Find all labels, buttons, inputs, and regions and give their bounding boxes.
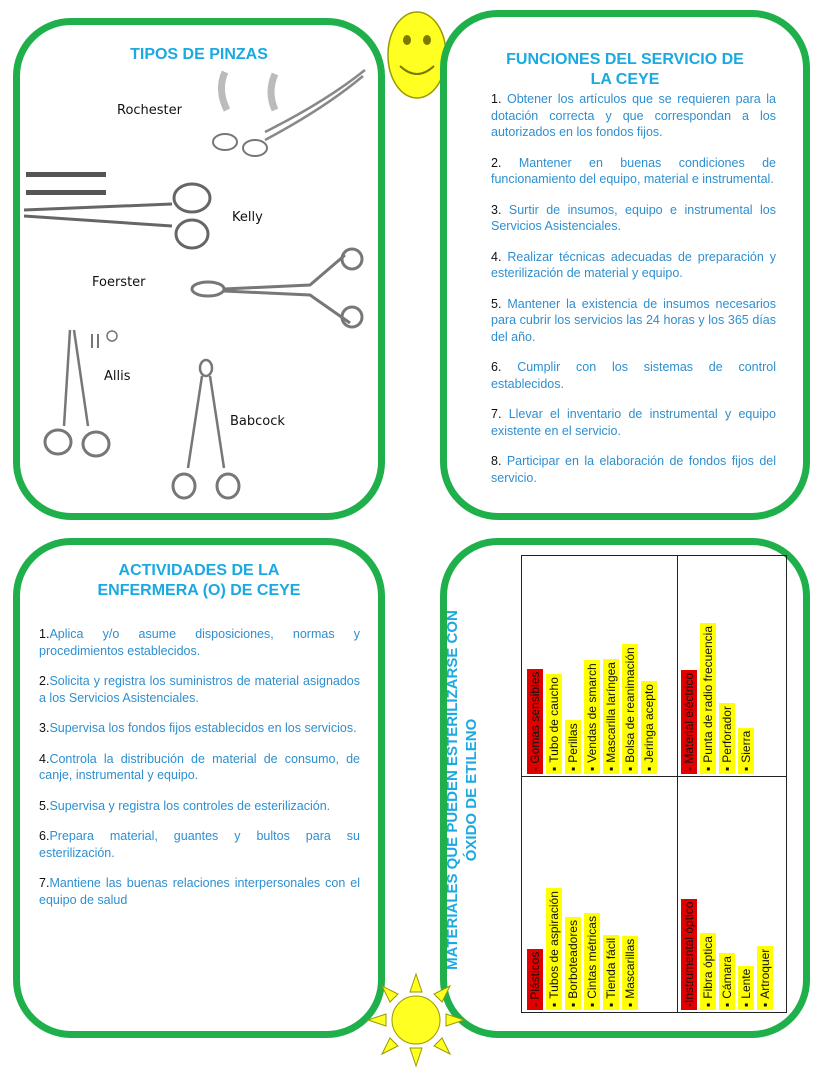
list-item xyxy=(39,626,360,659)
list-item xyxy=(491,296,776,346)
item-text: Obtener los artículos que se requieren para la dotación correcta y que correspondan a los autorizados en los fondos fijos. xyxy=(491,92,776,139)
list-item xyxy=(39,673,360,706)
material-text: Cámara xyxy=(720,956,734,999)
material-item xyxy=(738,968,754,1010)
material-item-label xyxy=(700,623,716,774)
material-item-label xyxy=(584,660,600,774)
material-text: Tienda fácil xyxy=(604,937,618,999)
rochester-forceps-image xyxy=(205,62,370,162)
material-item-label xyxy=(738,728,754,774)
list-item xyxy=(491,155,776,188)
list-item xyxy=(39,828,360,861)
kelly-forceps-image xyxy=(22,168,222,253)
materiales-title xyxy=(443,580,481,1000)
list-item xyxy=(491,91,776,141)
bullet-icon: ▪ xyxy=(584,763,600,771)
material-text: - Material eléctrico xyxy=(682,672,696,771)
list-item xyxy=(491,453,776,486)
material-item-label xyxy=(622,644,638,774)
item-text: Mantener en buenas condiciones de funcionamiento del equipo, material e instrumental. xyxy=(491,155,776,186)
material-item xyxy=(719,706,735,774)
material-text: Bolsa de reanimación xyxy=(623,647,637,763)
material-item xyxy=(719,956,735,1010)
list-item xyxy=(491,359,776,392)
material-group-header xyxy=(681,901,697,1010)
babcock-forceps-image xyxy=(168,358,248,503)
material-item xyxy=(738,730,754,774)
material-item-label xyxy=(546,674,562,774)
list-item xyxy=(491,406,776,439)
table-divider-vertical xyxy=(677,555,678,1013)
material-text: Perforador xyxy=(720,706,734,763)
material-item xyxy=(622,938,638,1010)
table-divider-horizontal xyxy=(521,776,787,777)
bullet-icon: ▪ xyxy=(622,763,638,771)
material-text: Perillas xyxy=(566,723,580,763)
material-item-label xyxy=(603,659,619,774)
material-item xyxy=(700,936,716,1010)
item-text: Llevar el inventario de instrumental y equipo existente en el servicio. xyxy=(491,407,776,438)
allis-forceps-image xyxy=(42,326,122,461)
material-item-label xyxy=(584,913,600,1010)
material-group-header-label xyxy=(681,899,697,1010)
item-text: Supervisa y registra los controles de esterilización. xyxy=(49,798,331,813)
material-item xyxy=(565,920,581,1010)
foerster-forceps-image xyxy=(190,245,370,330)
item-number: 2. xyxy=(491,155,502,170)
item-text: Mantener la existencia de insumos necesarios para cubrir los servicios las 24 horas y los 365 días del año. xyxy=(491,296,776,344)
material-text: Cintas métricas xyxy=(585,916,599,999)
material-group-header xyxy=(527,671,543,774)
item-text: Aplica y/o asume disposiciones, normas y procedimientos establecidos. xyxy=(39,627,360,658)
bullet-icon: ▪ xyxy=(584,999,600,1007)
item-number: 1. xyxy=(39,627,50,641)
material-item xyxy=(641,684,657,774)
item-text: Participar en la elaboración de fondos fijos del servicio. xyxy=(491,454,776,485)
bullet-icon: ▪ xyxy=(757,999,773,1007)
panel-title-line-1: FUNCIONES DEL SERVICIO DE xyxy=(506,51,744,68)
list-item xyxy=(39,751,360,784)
forceps-label-foerster: Foerster xyxy=(92,275,146,290)
material-item-label xyxy=(565,720,581,774)
item-text: Supervisa los fondos fijos establecidos en los servicios. xyxy=(49,721,357,735)
item-text: Solicita y registra los suministros de material asignados a los Servicios Asistenciales. xyxy=(39,674,360,705)
panel-title xyxy=(447,50,803,90)
material-text: Borboteadores xyxy=(566,920,580,999)
material-item-label xyxy=(738,966,754,1010)
item-text: Mantiene las buenas relaciones interpersonales con el equipo de salud xyxy=(39,876,360,907)
material-item xyxy=(757,948,773,1010)
material-item xyxy=(584,663,600,774)
material-text: Mascarilla laríngea xyxy=(604,662,618,763)
material-group-header-label xyxy=(527,669,543,774)
material-text: - Gomas sensibles xyxy=(528,671,542,771)
smiley-face-icon xyxy=(386,10,448,100)
bullet-icon: ▪ xyxy=(603,999,619,1007)
material-text: Mascarillas xyxy=(623,938,637,999)
material-text: Tubo de caucho xyxy=(547,677,561,763)
material-item-label xyxy=(719,953,735,1010)
panel-title: TIPOS DE PINZAS xyxy=(130,46,268,63)
funciones-list xyxy=(491,91,776,500)
bullet-icon: ▪ xyxy=(641,763,657,771)
item-text: Realizar técnicas adecuadas de preparación y esterilización de material y equipo. xyxy=(491,249,776,280)
material-text: Fibra óptica xyxy=(701,936,715,999)
bullet-icon: ▪ xyxy=(603,763,619,771)
material-item xyxy=(546,891,562,1010)
material-text: Artroquer xyxy=(758,948,772,999)
material-group-header xyxy=(681,672,697,774)
bullet-icon: ▪ xyxy=(719,763,735,771)
item-number: 2. xyxy=(39,674,50,688)
list-item xyxy=(39,720,360,737)
bullet-icon: ▪ xyxy=(565,763,581,771)
forceps-label-babcock: Babcock xyxy=(230,414,285,429)
item-number: 3. xyxy=(39,721,50,735)
panel-title-line-2: LA CEYE xyxy=(590,71,660,88)
material-item-label xyxy=(546,888,562,1010)
material-text: Tubos de aspiración xyxy=(547,891,561,999)
item-number: 7. xyxy=(39,876,50,890)
panel-title xyxy=(20,561,378,601)
bullet-icon: ▪ xyxy=(546,999,562,1007)
bullet-icon: ▪ xyxy=(565,999,581,1007)
item-number: 7. xyxy=(491,407,502,421)
material-text: - Plásticos xyxy=(528,951,542,1007)
item-number: 1. xyxy=(491,92,502,106)
list-item xyxy=(491,202,776,235)
list-item xyxy=(491,249,776,282)
material-text: Punta de radio frecuencia xyxy=(701,625,715,763)
material-group-header xyxy=(527,951,543,1010)
actividades-list xyxy=(39,626,360,922)
material-item-label xyxy=(622,936,638,1010)
forceps-label-rochester: Rochester xyxy=(117,103,182,118)
sun-icon xyxy=(366,972,466,1068)
material-item-label xyxy=(719,703,735,774)
item-number: 5. xyxy=(491,296,502,311)
forceps-label-kelly: Kelly xyxy=(232,210,263,225)
bullet-icon: ▪ xyxy=(738,763,754,771)
material-item xyxy=(622,647,638,774)
material-item xyxy=(603,937,619,1010)
materiales-title-line-1: MATERIALES QUE PUEDEN ESTERILIZARSE CON xyxy=(444,610,461,970)
bullet-icon: ▪ xyxy=(700,763,716,771)
item-text: Cumplir con los sistemas de control establecidos. xyxy=(491,360,776,391)
material-text: -Instrumental óptico xyxy=(682,901,696,1007)
item-text: Surtir de insumos, equipo e instrumental los Servicios Asistenciales. xyxy=(491,202,776,233)
material-text: Vendas de smarch xyxy=(585,663,599,763)
item-text: Controla la distribución de material de consumo, de canje, instrumental y equipo. xyxy=(39,751,360,782)
item-number: 4. xyxy=(491,249,502,264)
item-number: 4. xyxy=(39,751,50,766)
list-item xyxy=(39,875,360,908)
material-item-label xyxy=(700,933,716,1010)
forceps-label-allis: Allis xyxy=(104,369,131,384)
item-number: 6. xyxy=(39,829,50,843)
bullet-icon: ▪ xyxy=(546,763,562,771)
bullet-icon: ▪ xyxy=(738,999,754,1007)
material-item-label xyxy=(603,935,619,1010)
bullet-icon: ▪ xyxy=(622,999,638,1007)
material-item-label xyxy=(757,946,773,1010)
material-item xyxy=(546,677,562,774)
material-item xyxy=(565,723,581,774)
material-text: Lente xyxy=(739,968,753,999)
materiales-title-line-2: ÓXIDO DE ETILENO xyxy=(463,718,480,862)
bullet-icon: ▪ xyxy=(700,999,716,1007)
item-number: 5. xyxy=(39,798,50,813)
panel-title-line-1: ACTIVIDADES DE LA xyxy=(118,562,280,579)
list-item xyxy=(39,798,360,815)
material-item xyxy=(584,916,600,1010)
panel-title-line-2: ENFERMERA (O) DE CEYE xyxy=(97,582,301,599)
material-item-label xyxy=(565,917,581,1010)
material-item-label xyxy=(641,681,657,774)
material-item xyxy=(700,625,716,774)
material-item xyxy=(603,662,619,774)
material-text: Jeringa acepto xyxy=(642,684,656,763)
item-number: 6. xyxy=(491,360,502,374)
material-group-header-label xyxy=(681,670,697,774)
item-number: 3. xyxy=(491,202,502,217)
item-number: 8. xyxy=(491,454,502,468)
bullet-icon: ▪ xyxy=(719,999,735,1007)
item-text: Prepara material, guantes y bultos para su esterilización. xyxy=(39,829,360,860)
material-text: Sierra xyxy=(739,730,753,763)
material-group-header-label xyxy=(527,949,543,1010)
